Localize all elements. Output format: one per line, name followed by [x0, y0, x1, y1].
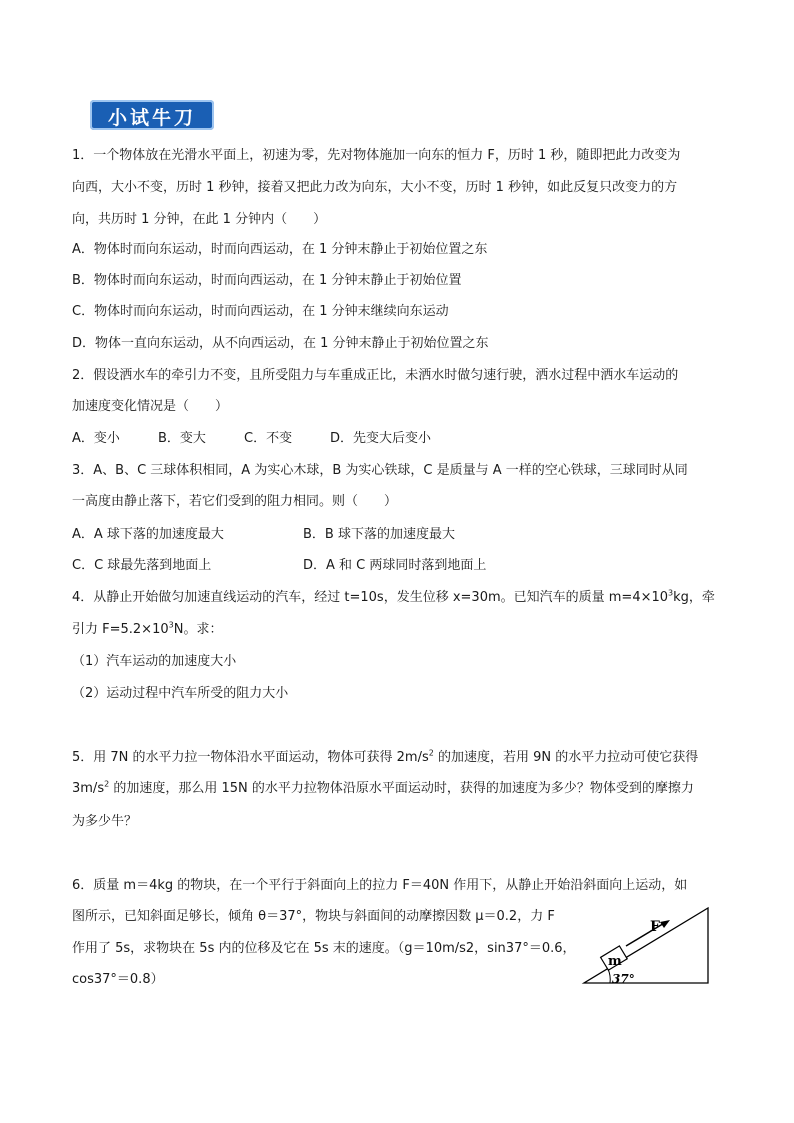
q4-line2: [72, 620, 222, 640]
q4-line2-exponent: 3: [168, 620, 174, 630]
q5-line2-exponent: 2: [104, 779, 110, 789]
q6-line3: 作用了 5s，求物块在 5s 内的位移及它在 5s 末的速度。（g＝10m/s2，sin37°＝0.6，: [72, 941, 576, 956]
q4-line1-exponent: 3: [668, 588, 674, 598]
q3-option-a: A．A 球下落的加速度最大: [72, 527, 224, 542]
q5-line1: [72, 748, 698, 768]
mass-label: m: [608, 954, 622, 969]
q5-line1-text-end: 的加速度，若用 9N 的水平力拉动可使它获得: [433, 750, 699, 765]
force-label: F: [650, 919, 660, 935]
section-title-badge: [90, 100, 214, 130]
q4-subquestion-1: （1）汽车运动的加速度大小: [72, 654, 237, 669]
q1-line3: 向，共历时 1 分钟，在此 1 分钟内（ ）: [72, 212, 327, 227]
q3-line2: 一高度由静止落下，若它们受到的阻力相同。则（ ）: [72, 494, 398, 509]
q5-line1-exponent: 2: [428, 748, 434, 758]
q6-line4: cos37°＝0.8）: [72, 972, 164, 987]
q2-line2: 加速度变化情况是（ ）: [72, 399, 229, 414]
force-arrow: [626, 922, 666, 946]
q4-subquestion-2: （2）运动过程中汽车所受的阻力大小: [72, 686, 289, 701]
q3-option-b: B．B 球下落的加速度最大: [303, 527, 455, 542]
q5-line3: 为多少牛？: [72, 814, 138, 829]
q3-option-d: D．A 和 C 两球同时落到地面上: [303, 558, 487, 573]
q1-line1: 1．一个物体放在光滑水平面上，初速为零，先对物体施加一向东的恒力 F，历时 1 秒，随即把此力改变为: [72, 148, 681, 163]
q6-line2: 图所示，已知斜面足够长，倾角 θ＝37°，物块与斜面间的动摩擦因数 μ＝0.2，力 F: [72, 909, 555, 924]
q6-line1: 6．质量 m＝4kg 的物块，在一个平行于斜面向上的拉力 F＝40N 作用下，从静止开始沿斜面向上运动，如: [72, 878, 688, 893]
q1-option-c: C．物体时而向东运动，时而向西运动，在 1 分钟末继续向东运动: [72, 304, 449, 319]
force-arrowhead: [660, 920, 670, 928]
q5-line1-text: 5．用 7N 的水平力拉一物体沿水平面运动，物体可获得 2m/s: [72, 750, 429, 765]
q4-line2-text: 引力 F=5.2×10: [72, 622, 169, 637]
q5-line2-text-end: 的加速度，那么用 15N 的水平力拉物体沿原水平面运动时，获得的加速度为多少？物体受到的摩擦力: [109, 781, 694, 796]
q4-line1: [72, 588, 715, 608]
q5-line2-text: 3m/s: [72, 781, 105, 796]
q2-option-b: B．变大: [158, 431, 206, 446]
q5-line2: [72, 779, 694, 799]
q4-line2-text-end: N。求：: [173, 622, 223, 637]
angle-label: 37°: [612, 972, 635, 986]
section-title: 小试牛刀: [107, 107, 196, 129]
q2-option-c: C．不变: [244, 431, 293, 446]
q2-line1: 2．假设洒水车的牵引力不变，且所受阻力与车重成正比，未洒水时做匀速行驶，洒水过程中洒水车运动的: [72, 368, 679, 383]
q4-line1-text-end: kg，牵: [673, 590, 715, 605]
q4-line1-text: 4．从静止开始做匀加速直线运动的汽车，经过 t=10s，发生位移 x=30m。已知汽车的质量 m=4×10: [72, 590, 669, 605]
q3-option-c: C．C 球最先落到地面上: [72, 558, 212, 573]
q1-line2: 向西，大小不变，历时 1 秒钟，接着又把此力改为向东，大小不变，历时 1 秒钟，如此反复只改变力的方: [72, 180, 678, 195]
incline-diagram: [580, 903, 712, 988]
q1-option-b: B．物体时而向东运动，时而向西运动，在 1 分钟末静止于初始位置: [72, 273, 462, 288]
q1-option-a: A．物体时而向东运动，时而向西运动，在 1 分钟末静止于初始位置之东: [72, 242, 488, 257]
q1-option-d: D．物体一直向东运动，从不向西运动，在 1 分钟末静止于初始位置之东: [72, 336, 489, 351]
q3-line1: 3．A、B、C 三球体积相同，A 为实心木球，B 为实心铁球，C 是质量与 A 一样的空心铁球，三球同时从同: [72, 463, 688, 478]
q2-option-a: A．变小: [72, 431, 120, 446]
angle-arc: [608, 969, 610, 983]
q2-option-d: D．先变大后变小: [330, 431, 432, 446]
incline-triangle: [584, 908, 708, 983]
